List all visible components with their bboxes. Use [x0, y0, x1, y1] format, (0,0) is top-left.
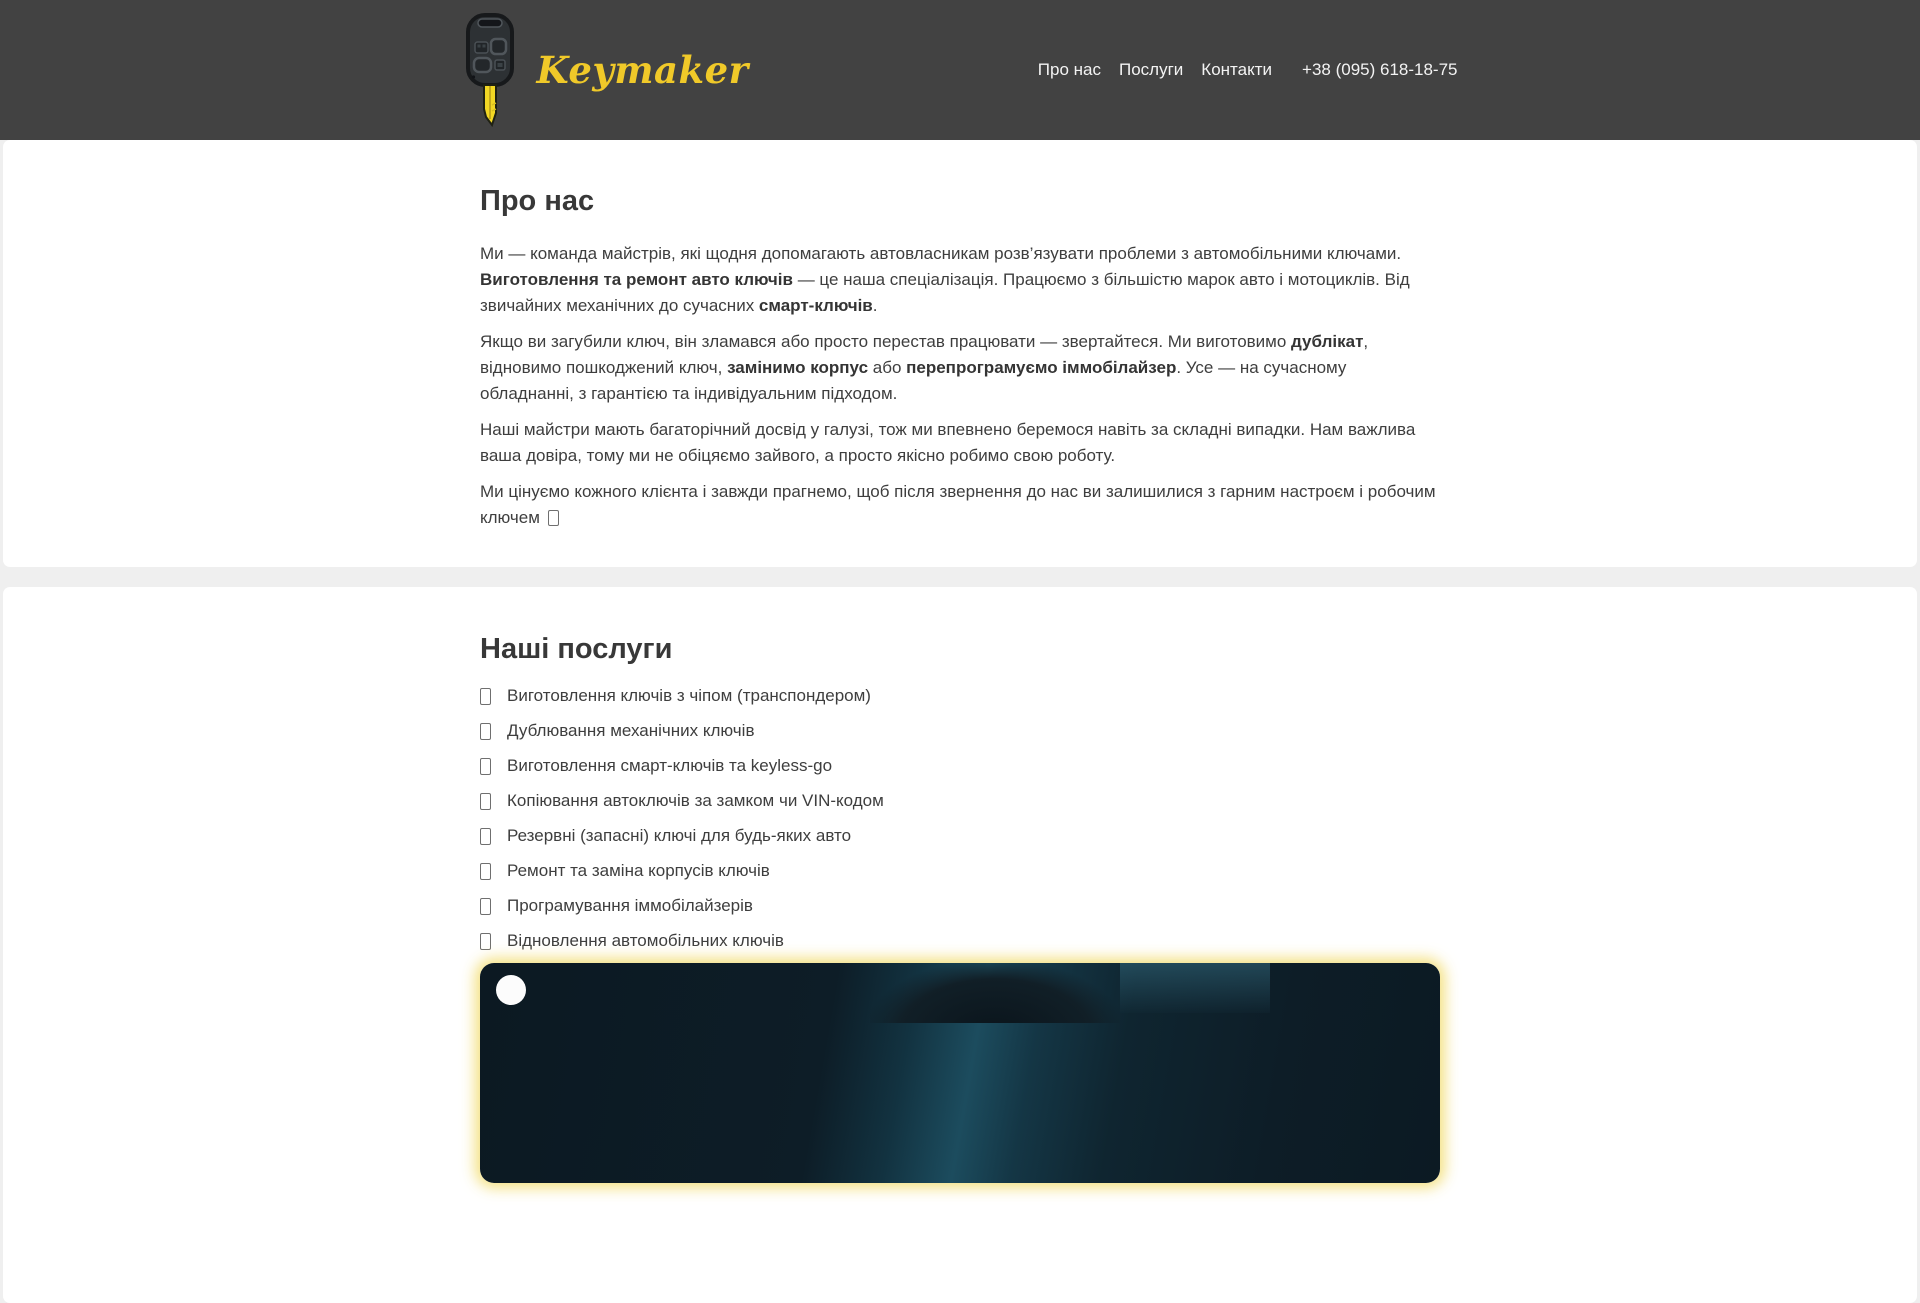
bold-text: дублікат [1291, 332, 1364, 351]
nav-link-services[interactable]: Послуги [1119, 60, 1184, 79]
about-paragraph: Ми цінуємо кожного клієнта і завжди прагнемо, щоб після звернення до нас ви залишилися з гарним настроєм і робочим ключем [480, 482, 1436, 527]
bold-text: замінимо корпус [727, 358, 869, 377]
service-item-label: Програмування іммобілайзерів [507, 896, 753, 915]
bold-text: Виготовлення та ремонт авто ключів [480, 270, 793, 289]
missing-glyph-bullet-icon [480, 723, 491, 740]
missing-glyph-bullet-icon [480, 828, 491, 845]
service-list-item [480, 753, 1440, 779]
service-item-label: Виготовлення смарт-ключів та keyless-go [507, 756, 833, 775]
service-list-item [480, 823, 1440, 849]
missing-glyph-bullet-icon [480, 863, 491, 880]
video-embed[interactable] [480, 963, 1440, 1183]
missing-glyph-bullet-icon [480, 758, 491, 775]
services-title: Наші послуги [480, 633, 673, 665]
key-logo-icon [463, 11, 517, 129]
channel-avatar-icon [496, 975, 526, 1005]
bold-text: смарт-ключів [758, 296, 873, 315]
brand-name: Keymaker [536, 48, 749, 92]
service-item-label: Дублювання механічних ключів [507, 721, 755, 740]
about-paragraph: Якщо ви загубили ключ, він зламався або просто перестав працювати — звертайтеся. Ми виготовимо дублікат, відновимо пошкоджений ключ, замінимо корпус або перепрограмуємо іммобілайзер. Усе — на сучасному обладнанні, з гарантією та індивідуальним підходом. [480, 332, 1369, 403]
service-list-item [480, 928, 1440, 954]
service-list-item [480, 683, 1440, 709]
about-paragraph: Ми — команда майстрів, які щодня допомагають автовласникам розв’язувати проблеми з автомобільними ключами. Виготовлення та ремонт авто ключів — це наша спеціалізація. Працюємо з більшістю марок авто і мотоциклів. Від звичайних механічних до сучасних смарт-ключів. [480, 244, 1410, 315]
video-thumbnail [1120, 963, 1270, 1013]
missing-glyph-bullet-icon [480, 933, 491, 950]
logo[interactable] [463, 11, 749, 129]
service-item-label: Копіювання автоключів за замком чи VIN-кодом [507, 791, 884, 810]
service-list-item [480, 893, 1440, 919]
missing-glyph-bullet-icon [480, 793, 491, 810]
service-list-item [480, 718, 1440, 744]
services-section [3, 587, 1917, 1303]
video-thumbnail [870, 963, 1120, 1023]
service-item-label: Виготовлення ключів з чіпом (транспондером) [507, 686, 871, 705]
service-list-item [480, 788, 1440, 814]
nav-link-about[interactable]: Про нас [1037, 60, 1101, 79]
service-item-label: Резервні (запасні) ключі для будь-яких авто [507, 826, 852, 845]
service-list-item [480, 858, 1440, 884]
about-title: Про нас [480, 185, 595, 217]
service-item-label: Ремонт та заміна корпусів ключів [507, 861, 770, 880]
about-paragraph: Наші майстри мають багаторічний досвід у галузі, тож ми впевнено беремося навіть за складні випадки. Нам важлива ваша довіра, тому ми не обіцяємо зайвого, а просто якісно робимо свою роботу. [480, 420, 1416, 465]
missing-glyph-icon [548, 510, 559, 526]
main-nav [1038, 60, 1458, 80]
header-inner [463, 0, 1458, 140]
nav-link-contacts[interactable]: Контакти [1201, 60, 1273, 79]
missing-glyph-bullet-icon [480, 898, 491, 915]
about-section [3, 140, 1917, 567]
missing-glyph-bullet-icon [480, 688, 491, 705]
header [0, 0, 1920, 140]
services-list [480, 683, 1440, 954]
bold-text: перепрограмуємо іммобілайзер [906, 358, 1177, 377]
about-paragraphs [480, 241, 1440, 531]
phone-link[interactable]: +38 (095) 618-18-75 [1302, 60, 1458, 79]
main-content [0, 140, 1920, 1303]
service-item-label: Відновлення автомобільних ключів [507, 931, 784, 950]
